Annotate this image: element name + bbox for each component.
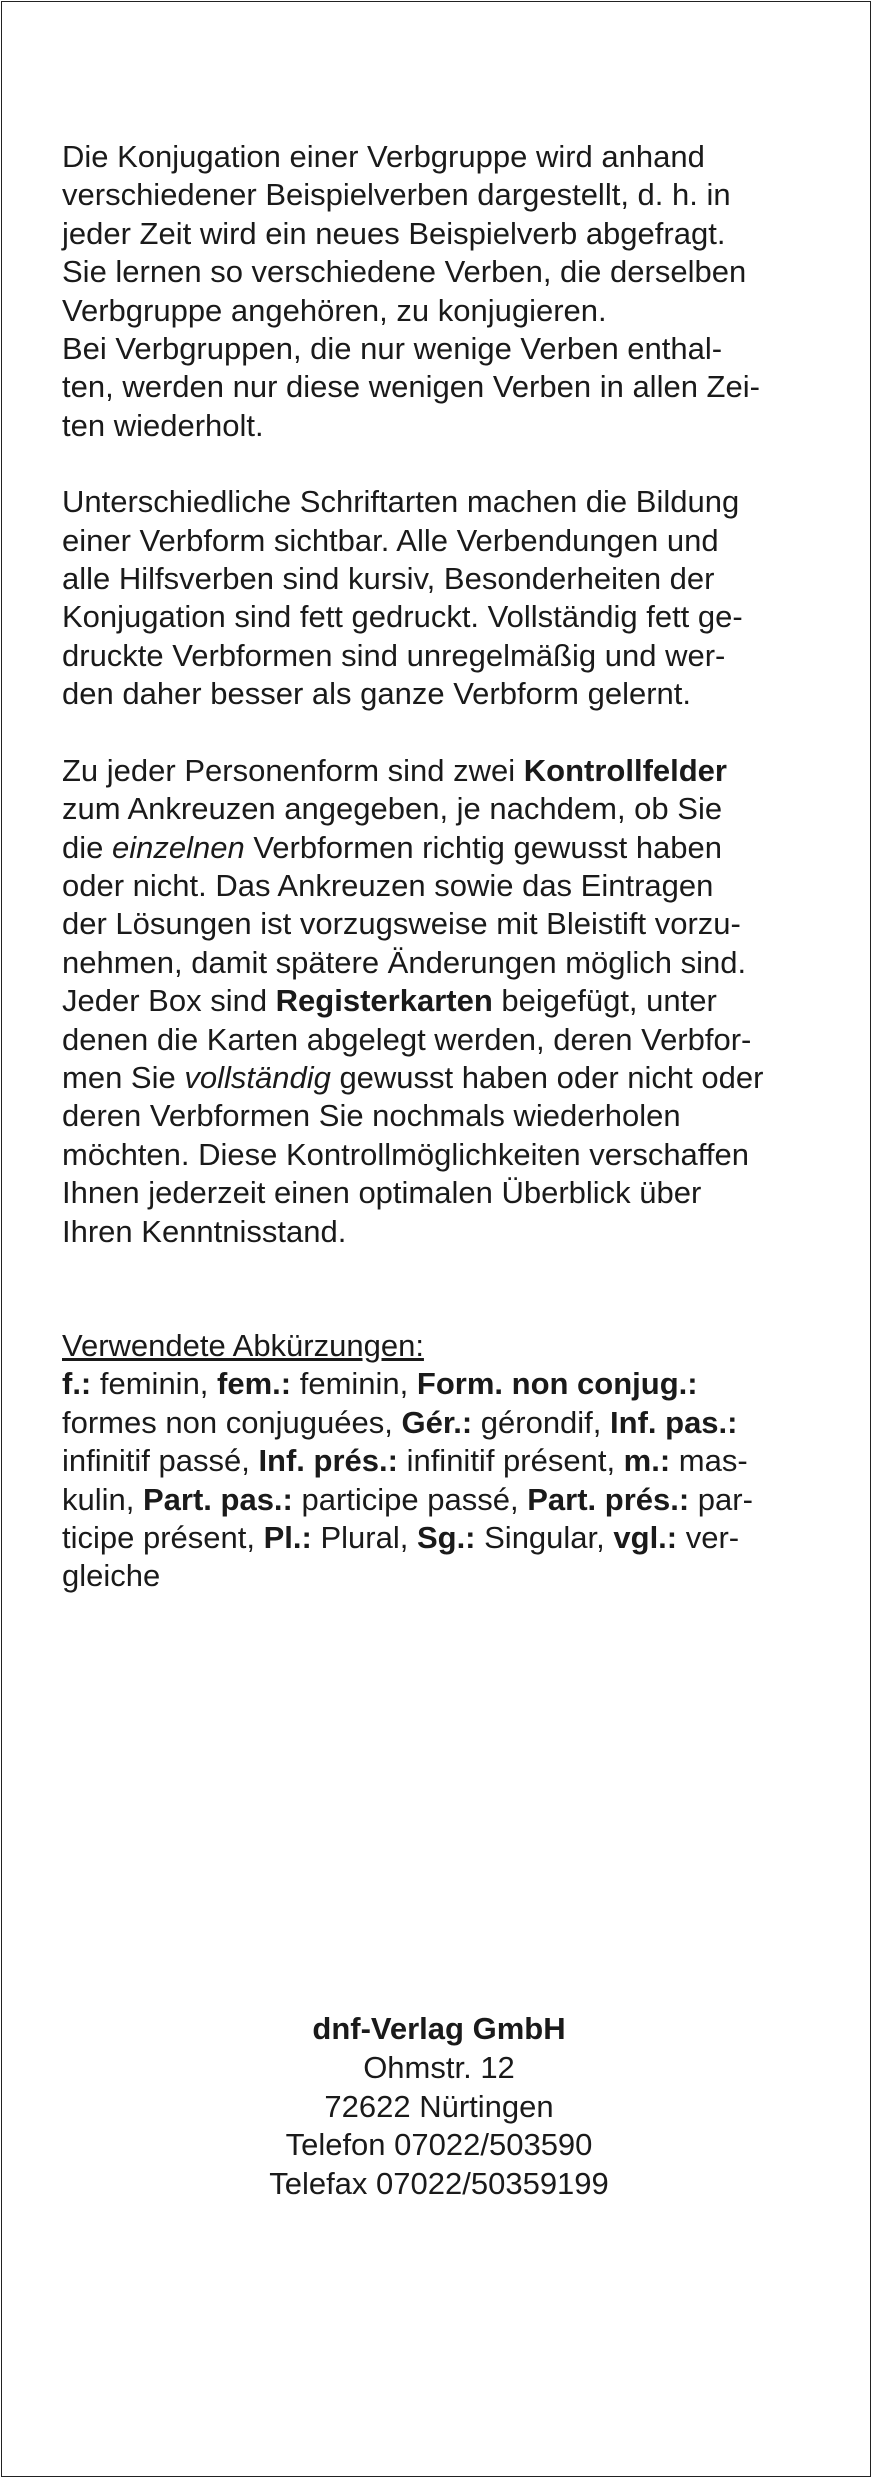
text-line [62, 982, 827, 1020]
publisher-city: 72622 Nürtingen [324, 2088, 554, 2124]
abbreviation-meaning: formes non conjuguées, [62, 1404, 402, 1440]
text-line [62, 829, 827, 867]
abbreviation-line [62, 1404, 827, 1442]
abbreviation: Part. prés.: [527, 1481, 690, 1517]
paragraph-typography [62, 483, 827, 713]
text-run: men Sie [62, 1059, 185, 1095]
abbreviation-meaning: kulin, [62, 1481, 143, 1517]
text-run: gewusst haben oder nicht oder [330, 1059, 764, 1095]
abbreviation: Form. non conjug.: [416, 1366, 698, 1402]
abbreviation: Gér.: [401, 1404, 473, 1440]
italic-term: einzelnen [111, 829, 245, 865]
abbreviation: Pl.: [263, 1520, 312, 1555]
publisher-street: Ohmstr. 12 [363, 2049, 515, 2085]
abbreviation-meaning: Plural, [311, 1520, 417, 1555]
abbreviation-line [62, 1442, 827, 1480]
abbreviation: Sg.: [416, 1520, 476, 1555]
text-line: verschiedener Beispielverben dargestellt, d. h. in [62, 177, 731, 213]
paragraph-spacer [62, 714, 827, 752]
abbreviation-meaning: infinitif présent, [397, 1443, 624, 1479]
text-line: jeder Zeit wird ein neues Beispielverb abgefragt. [62, 215, 726, 251]
text-line: denen die Karten abgelegt werden, deren Verbfor- [62, 1021, 752, 1057]
text-line: nehmen, damit spätere Änderungen möglich sind. [62, 944, 747, 980]
abbreviation: f.: [62, 1366, 92, 1402]
abbreviation-meaning: par- [689, 1481, 753, 1517]
text-line: ten, werden nur diese wenigen Verben in allen Zei- [62, 369, 760, 405]
text-run: Zu jeder Personenform sind zwei [62, 752, 524, 788]
text-run: beigefügt, unter [492, 983, 717, 1019]
text-line [62, 1059, 827, 1097]
abbreviation: vgl.: [613, 1520, 678, 1555]
text-line: den daher besser als ganze Verbform gelernt. [62, 676, 691, 712]
abbreviation-meaning: feminin, [91, 1366, 218, 1402]
abbreviation: m.: [623, 1443, 671, 1479]
abbreviation-meaning: feminin, [291, 1366, 417, 1402]
text-line: Ihren Kenntnisstand. [62, 1213, 347, 1249]
text-line: zum Ankreuzen angegeben, je nachdem, ob Sie [62, 791, 723, 827]
abbreviation: fem.: [217, 1366, 292, 1402]
abbreviation-meaning: ticipe présent, [62, 1520, 264, 1555]
text-line: Bei Verbgruppen, die nur wenige Verben enthal- [62, 331, 723, 367]
abbreviation-line [62, 1519, 827, 1557]
text-line: Verbgruppe angehören, zu konjugieren. [62, 292, 607, 328]
abbreviation: Part. pas.: [142, 1481, 293, 1517]
abbreviation: Inf. prés.: [258, 1443, 398, 1479]
info-text [62, 138, 827, 1596]
abbreviation-meaning: Singular, [475, 1520, 614, 1555]
text-line: einer Verbform sichtbar. Alle Verbendungen und [62, 522, 719, 558]
publisher-address [2, 2010, 874, 2204]
abbreviation-meaning: gérondif, [472, 1404, 611, 1440]
text-line: ten wiederholt. [62, 407, 264, 443]
paragraph-spacer [62, 445, 827, 483]
abbreviation-meaning: participe passé, [292, 1481, 528, 1517]
abbreviation-line: gleiche [62, 1558, 161, 1594]
abbreviation: Inf. pas.: [610, 1404, 738, 1440]
italic-term: vollständig [184, 1059, 331, 1095]
text-line: Ihnen jederzeit einen optimalen Überblick über [62, 1175, 702, 1211]
publisher-fax: Telefax 07022/50359199 [269, 2166, 609, 2202]
paragraph-conjugation-method [62, 138, 827, 445]
text-run: Verbformen richtig gewusst haben [244, 829, 723, 865]
text-line: deren Verbformen Sie nochmals wiederholen [62, 1098, 681, 1134]
text-line: möchten. Diese Kontrollmöglichkeiten verschaffen [62, 1136, 749, 1172]
abbreviations-heading: Verwendete Abkürzungen: [62, 1327, 424, 1363]
text-line: alle Hilfsverben sind kursiv, Besonderheiten der [62, 561, 715, 597]
abbreviation-meaning: ver- [677, 1520, 740, 1555]
text-line [62, 752, 827, 790]
text-line: Sie lernen so verschiedene Verben, die derselben [62, 254, 747, 290]
page [1, 1, 871, 2477]
paragraph-control-fields [62, 752, 827, 1251]
publisher-name [2, 2010, 874, 2049]
abbreviation-meaning: mas- [670, 1443, 748, 1479]
publisher-phone: Telefon 07022/503590 [285, 2127, 593, 2163]
text-run: Jeder Box sind [62, 983, 276, 1019]
abbreviation-meaning: infinitif passé, [62, 1443, 259, 1479]
section-spacer [62, 1251, 827, 1327]
bold-term: Registerkarten [275, 983, 493, 1019]
publisher-name-text: dnf-Verlag GmbH [312, 2011, 566, 2046]
abbreviation-line [62, 1365, 827, 1403]
abbreviation-line [62, 1481, 827, 1519]
text-line: der Lösungen ist vorzugsweise mit Bleistift vorzu- [62, 906, 741, 942]
text-run: die [62, 829, 112, 865]
text-line: Konjugation sind fett gedruckt. Vollständig fett ge- [62, 599, 743, 635]
bold-term: Kontrollfelder [523, 752, 727, 788]
abbreviations-section [62, 1327, 827, 1596]
text-line: druckte Verbformen sind unregelmäßig und wer- [62, 637, 726, 673]
text-line: oder nicht. Das Ankreuzen sowie das Eintragen [62, 867, 714, 903]
text-line: Die Konjugation einer Verbgruppe wird anhand [62, 139, 705, 174]
text-line: Unterschiedliche Schriftarten machen die Bildung [62, 484, 740, 520]
